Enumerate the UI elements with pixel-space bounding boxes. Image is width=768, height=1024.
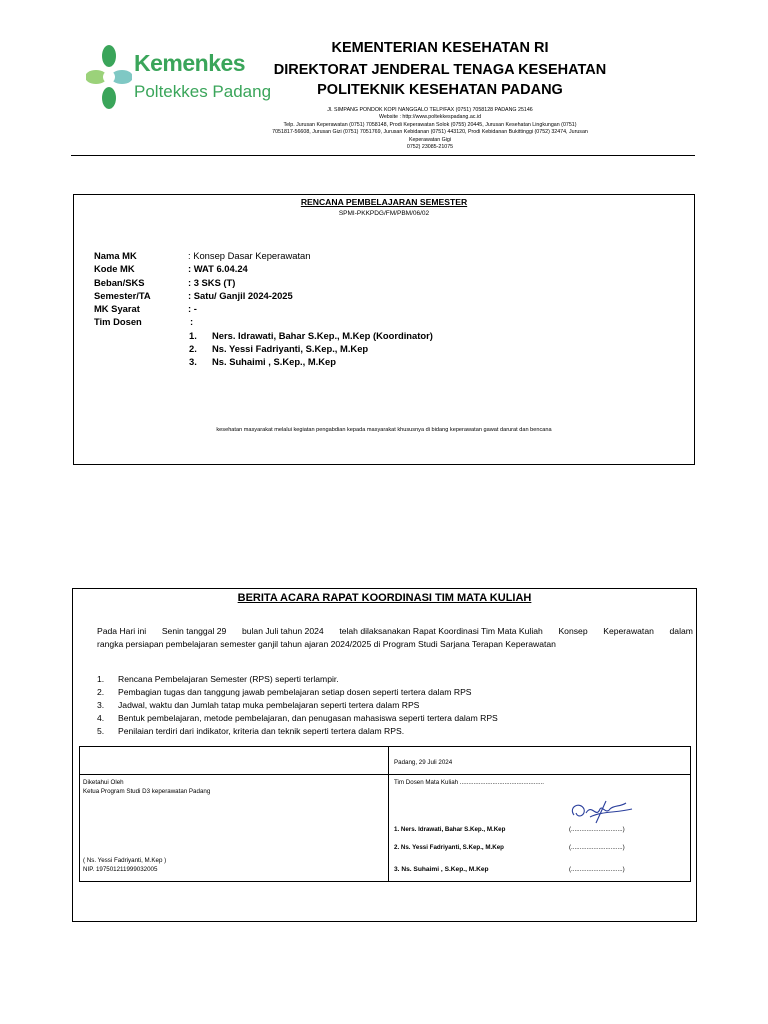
paragraph-word: bulan Juli tahun 2024 xyxy=(241,626,324,636)
letterhead-directorate: DIREKTORAT JENDERAL TENAGA KESEHATAN xyxy=(273,62,607,78)
address-website: Website : http://www.poltekkespadang.ac.id xyxy=(378,114,482,121)
list-number: 3. xyxy=(97,700,105,710)
signature-image xyxy=(566,797,636,827)
address-line: 7051817-56608, Jurusan Gizi (0751) 7051769, Jurusan Kebidanan (0751) 443120, Prodi Kebidanan Bukittinggi (0752) 32474, Jurusan xyxy=(272,129,588,136)
dosen-number: 1. xyxy=(189,330,197,341)
paragraph-word: Keperawatan xyxy=(603,626,654,636)
field-value-nama-mk: : Konsep Dasar Keperawatan xyxy=(188,250,311,261)
field-value-kode-mk: : WAT 6.04.24 xyxy=(188,263,248,274)
berita-acara-box xyxy=(72,588,697,922)
list-number: 4. xyxy=(97,713,105,723)
field-label-tim-dosen: Tim Dosen xyxy=(94,316,142,327)
table-divider xyxy=(80,774,690,775)
letterhead-address xyxy=(260,107,600,151)
place-date: Padang, 29 Juli 2024 xyxy=(394,759,453,766)
paragraph-word: Senin tanggal 29 xyxy=(161,626,227,636)
field-label-semester: Semester/TA xyxy=(94,290,151,301)
berita-acara-title: BERITA ACARA RAPAT KOORDINASI TIM MATA KULIAH xyxy=(237,592,532,604)
list-item: Jadwal, waktu dan Jumlah tatap muka pembelajaran seperti tertera dalam RPS xyxy=(118,700,420,710)
kemenkes-emblem-icon xyxy=(86,44,132,114)
field-value-mk-syarat: : - xyxy=(188,303,197,314)
field-label-kode-mk: Kode MK xyxy=(94,263,135,274)
dosen-name: Ns. Yessi Fadriyanti, S.Kep., M.Kep xyxy=(212,343,369,354)
field-value-semester: : Satu/ Ganjil 2024-2025 xyxy=(188,290,293,301)
rps-document-code: SPMI-PKKPDG/FM/PBM/06/02 xyxy=(338,210,430,217)
list-number: 1. xyxy=(97,674,105,684)
letterhead-institution: POLITEKNIK KESEHATAN PADANG xyxy=(317,82,563,98)
approved-by-label: Diketahui Oleh xyxy=(83,779,124,786)
rps-box xyxy=(73,194,695,465)
signature-table xyxy=(79,746,691,882)
field-label-mk-syarat: MK Syarat xyxy=(94,303,140,314)
field-value-tim-dosen: : xyxy=(190,316,194,327)
address-line: Telp. Jurusan Keperawatan (0751) 7058148, Prodi Keperawatan Solok (0755) 20445, Jurusan Kesehatan Lingkungan (0751) xyxy=(283,121,577,128)
rps-title: RENCANA PEMBELAJARAN SEMESTER xyxy=(300,197,468,207)
field-label-nama-mk: Nama MK xyxy=(94,250,137,261)
paragraph-word: telah dilaksanakan Rapat Koordinasi Tim Mata Kuliah xyxy=(339,626,543,636)
logo-subtitle: Poltekkes Padang xyxy=(134,82,272,101)
list-item: Rencana Pembelajaran Semester (RPS) seperti terlampir. xyxy=(118,674,339,684)
paragraph-word: Konsep xyxy=(558,626,588,636)
paragraph-line-1 xyxy=(97,625,693,638)
rps-note: kesehatan masyarakat melalui kegiatan pengabdian kepada masyarakat khususnya di bidang keperawatan gawat darurat dan bencana xyxy=(216,427,552,433)
logo-brand: Kemenkes xyxy=(134,50,246,76)
team-member-name: 1. Ners. Idrawati, Bahar S.Kep., M.Kep xyxy=(394,826,506,833)
letterhead-ministry: KEMENTERIAN KESEHATAN RI xyxy=(331,40,549,56)
signature-placeholder: (..............................) xyxy=(569,866,625,873)
dosen-number: 3. xyxy=(189,356,197,367)
paragraph-line-2: rangka persiapan pembelajaran semester ganjil tahun ajaran 2024/2025 di Program Studi Sarjana Terapan Keperawatan xyxy=(97,639,556,649)
approver-nip: NIP. 197501211999032005 xyxy=(83,866,158,873)
signature-placeholder: (..............................) xyxy=(569,826,625,833)
approver-position: Ketua Program Studi D3 keperawatan Padang xyxy=(83,788,211,795)
list-item: Penilaian terdiri dari indikator, kriteria dan teknik seperti tertera dalam RPS. xyxy=(118,726,405,736)
dosen-name: Ners. Idrawati, Bahar S.Kep., M.Kep (Koordinator) xyxy=(212,330,433,341)
field-value-beban-sks: : 3 SKS (T) xyxy=(188,277,236,288)
paragraph-word: dalam xyxy=(669,626,693,636)
approver-name: ( Ns. Yessi Fadriyanti, M.Kep ) xyxy=(83,857,167,864)
letterhead-divider xyxy=(71,155,695,156)
field-label-beban-sks: Beban/SKS xyxy=(94,277,145,288)
address-line: Jl. SIMPANG PONDOK KOPI NANGGALO TELP/FAX (0751) 7058128 PADANG 25146 xyxy=(327,107,533,113)
team-member-name: 2. Ns. Yessi Fadriyanti, S.Kep., M.Kep xyxy=(394,844,504,851)
list-item: Bentuk pembelajaran, metode pembelajaran, dan penugasan mahasiswa seperti tertera dalam RPS xyxy=(118,713,498,723)
dosen-name: Ns. Suhaimi , S.Kep., M.Kep xyxy=(212,356,336,367)
team-heading: Tim Dosen Mata Kuliah ................................................. xyxy=(394,779,545,786)
list-item: Pembagian tugas dan tanggung jawab pembelajaran setiap dosen seperti tertera dalam RPS xyxy=(118,687,472,697)
address-line: 0752) 23085-21075 xyxy=(406,144,454,151)
paragraph-word: Pada Hari ini xyxy=(97,626,147,636)
dosen-number: 2. xyxy=(189,343,197,354)
list-number: 5. xyxy=(97,726,105,736)
berita-acara-paragraph xyxy=(97,625,693,651)
table-divider xyxy=(388,747,389,881)
address-line: Keperawatan Gigi xyxy=(408,136,452,143)
list-number: 2. xyxy=(97,687,105,697)
team-member-name: 3. Ns. Suhaimi , S.Kep., M.Kep xyxy=(394,866,489,873)
signature-placeholder: (..............................) xyxy=(569,844,625,851)
